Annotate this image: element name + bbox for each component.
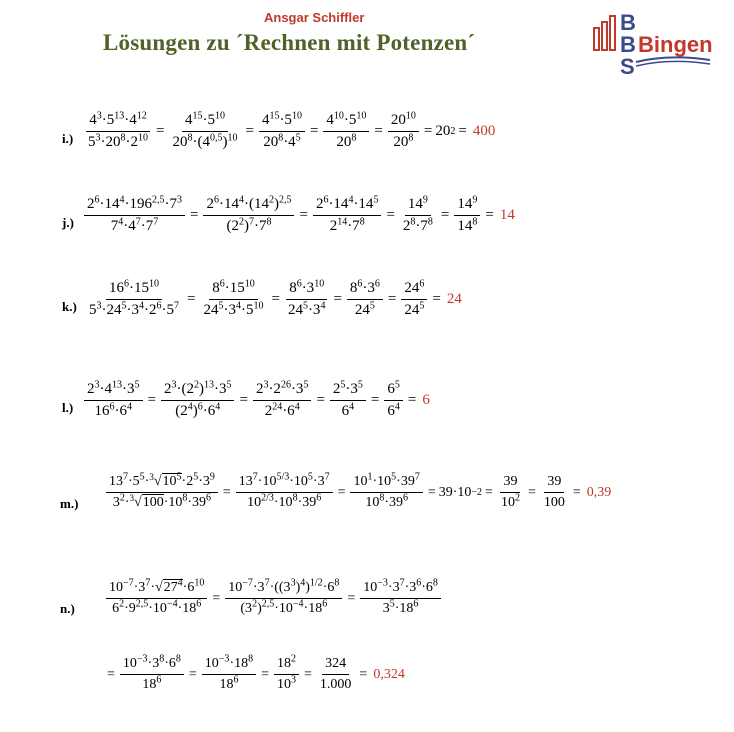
result-l: 6 <box>422 392 430 409</box>
equation-j: $\frac{2^6\cdot 14^4\cdot 196^{2,5}\cdot 7^3}{7^4\cdot 4^7\cdot 7^7}$ = $\frac{2^6\cdot 14^4\cdot(14^2)^{2,5}}{(2^2)^7\cdot 7^8}$ = $\frac{2^6\cdot 14^4\cdot 14^5}{2^{14}\cdot 7^8}$ = $\frac{14^9}{2^8\cdot 7^8}$ = $\frac{14^9}{14^8}$ = 14 <box>82 196 515 236</box>
equation-i: $\frac{4^3\cdot 5^{13}\cdot 4^{12}}{5^3\cdot 20^8\cdot 2^{10}}$ = $\frac{4^{15}\cdot 5^{10}}{20^8\cdot(4^{0,5})^{10}}$ = $\frac{4^{15}\cdot 5^{10}}{20^8\cdot 4^5}$ = $\frac{4^{10}\cdot 5^{10}}{20^8}$ = $\frac{20^{10}}{20^8}$ = 20 2 = 400 <box>88 110 496 151</box>
equation-l: $\frac{2^3\cdot 4^{13}\cdot 3^5}{16^6\cdot 6^4}$ = $\frac{2^3\cdot(2^2)^{13}\cdot 3^5}{(2^4)^6\cdot 6^4}$ = $\frac{2^3\cdot 2^{26}\cdot 3^5}{2^{24}\cdot 6^4}$ = $\frac{2^5\cdot 3^5}{6^4}$ = $\frac{6^5}{6^4}$ = 6 <box>82 381 430 421</box>
exercise-label-i: i.) <box>62 131 74 146</box>
result-j: 14 <box>499 207 515 224</box>
equation-m: $\frac{13^7\cdot 5^5\cdot^3√10^5\cdot 2^5\cdot 3^9}{3^2\cdot^3√100\cdot 10^8\cdot 39^6}$ = $\frac{13^7\cdot 10^{5/3}\cdot 10^5\cdot 3^7}{10^{2/3}\cdot 10^8\cdot 39^6}$ = $\frac{10^1\cdot 10^5\cdot 39^7}{10^8\cdot 39^6}$ = 39·10 −2 = $\frac{39}{10^2}$ = $\frac{39}{100}$ = 0,39 <box>104 474 611 511</box>
logo-letter-b1: B <box>620 10 636 35</box>
exercise-label-k: k.) <box>62 299 77 314</box>
author-name: Ansgar Schiffler <box>264 10 365 25</box>
exercise-label-m: m.) <box>60 496 79 511</box>
logo-letter-b2: B <box>620 32 636 57</box>
equation-k: $\frac{16^6\cdot 15^{10}}{5^3\cdot 24^5\cdot 3^4\cdot 2^6\cdot 5^7}$ = $\frac{8^6\cdot 15^{10}}{24^5\cdot 3^4\cdot 5^{10}}$ = $\frac{8^6\cdot 3^{10}}{24^5\cdot 3^4}$ = $\frac{8^6\cdot 3^6}{24^5}$ = $\frac{24^6}{24^5}$ = 24 <box>89 278 462 319</box>
equation-n-line1: $\frac{10^{-7}\cdot 3^7\cdot√27^4\cdot 6^{10}}{6^2\cdot 9^{2,5}\cdot 10^{-4}\cdot 18^6}$ = $\frac{10^{-7}\cdot 3^7\cdot((3^3)^4)^{1/2}\cdot 6^8}{(3^2)^{2,5}\cdot 10^{-4}\cdot 18^6}$ = $\frac{10^{-3}\cdot 3^7\cdot 3^6\cdot 6^8}{3^5\cdot 18^6}$ <box>104 580 443 617</box>
result-i: 400 <box>472 123 496 140</box>
logo-pillars-icon <box>594 16 615 50</box>
logo-letter-s: S <box>620 54 635 78</box>
logo-word: Bingen <box>638 32 713 57</box>
result-k: 24 <box>446 291 462 308</box>
equation-n-line2: = $\frac{10^{-3}\cdot 3^8\cdot 6^8}{18^6}$ = $\frac{10^{-3}\cdot 18^8}{18^6}$ = $\frac{18^2}{10^3}$ = $\frac{324}{1.000}$ = 0,324 <box>107 653 405 693</box>
exercise-label-n: n.) <box>60 601 75 616</box>
page-title: Lösungen zu ´Rechnen mit Potenzen´ <box>103 30 476 55</box>
exercise-label-l: l.) <box>62 400 74 415</box>
exercise-label-j: j.) <box>62 215 74 230</box>
result-n: 0,324 <box>373 666 405 682</box>
bbs-bingen-logo <box>590 6 715 78</box>
result-m: 0,39 <box>586 484 612 500</box>
